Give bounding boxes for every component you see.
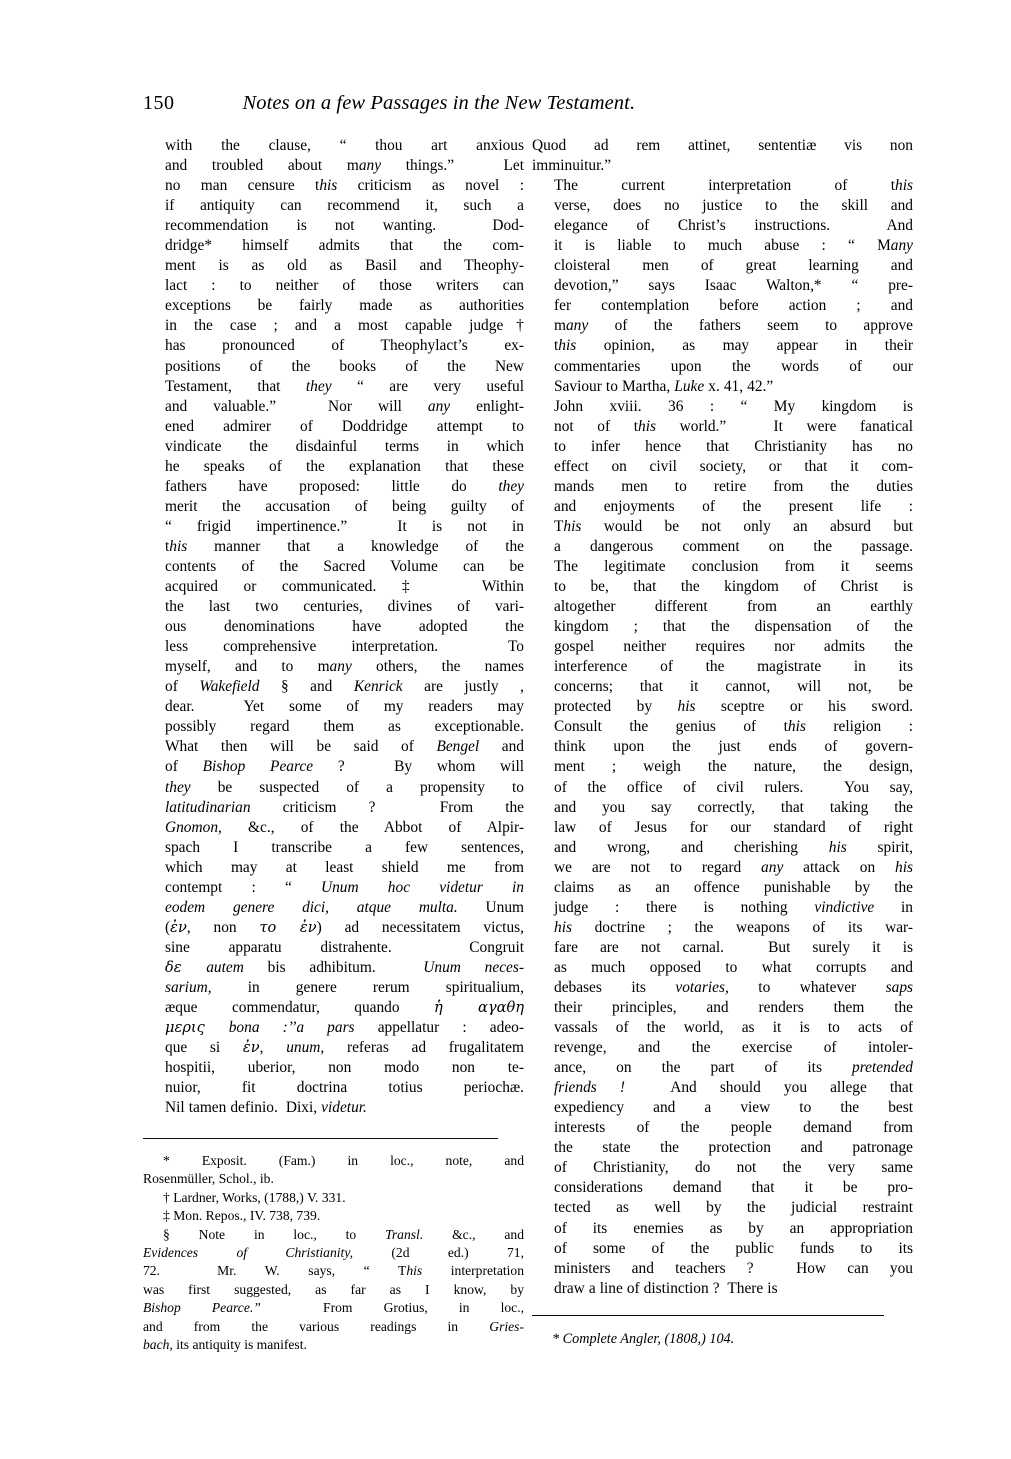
text-line: cloisteral men of great learning and — [554, 257, 913, 275]
text-line: exceptions be fairly made as authorities — [165, 297, 524, 315]
text-line: gospel neither requires nor admits the — [554, 638, 913, 656]
text-line: verse, does no justice to the skill and — [554, 197, 913, 215]
text-line: of the office of civil rulers. You say, — [554, 778, 913, 796]
text-line: revenge, and the exercise of intoler- — [554, 1039, 913, 1057]
text-line: nuior, fit doctrina totius periochæ. — [165, 1079, 524, 1097]
text-line: kingdom ; that the dispensation of the — [554, 618, 913, 636]
text-line: this opinion, as may appear in their — [554, 337, 913, 355]
text-line: The legitimate conclusion from it seems — [554, 557, 913, 575]
text-line: as much opposed to what corrupts and — [554, 958, 913, 976]
text-line: and enjoyments of the present life : — [554, 497, 913, 515]
text-line: if antiquity can recommend it, such a — [165, 197, 524, 215]
footnote-line: Evidences of Christianity, (2d ed.) 71, — [143, 1245, 524, 1261]
text-line: law of Jesus for our standard of right — [554, 818, 913, 836]
text-line: Saviour to Martha, Luke x. 41, 42.” — [554, 377, 774, 395]
text-line: of some of the public funds to its — [554, 1239, 913, 1257]
text-line: positions of the books of the New — [165, 357, 524, 375]
text-line: contents of the Sacred Volume can be — [165, 557, 524, 575]
text-line: (ἐν, non το ἐν) ad necessitatem victus, — [165, 918, 524, 936]
footnote-line: bach, its antiquity is manifest. — [143, 1337, 307, 1353]
running-title: Notes on a few Passages in the New Testament. — [242, 92, 636, 114]
text-line: many of the fathers seem to approve — [554, 317, 913, 335]
footnote-line: † Lardner, Works, (1788,) V. 331. — [163, 1189, 346, 1205]
footnote-line: * Complete Angler, (1808,) 104. — [552, 1331, 735, 1347]
text-line: Nil tamen definio. Dixi, videtur. — [165, 1099, 367, 1117]
text-line: to infer hence that Christianity has no — [554, 437, 913, 455]
text-line: of its enemies as by an appropriation — [554, 1219, 913, 1237]
text-line: draw a line of distinction ? There is — [554, 1279, 778, 1297]
text-line: que si ἐν, unum, referas ad frugalitatem — [165, 1039, 524, 1057]
text-line: he speaks of the explanation that these — [165, 457, 524, 475]
text-line: and troubled about many things.” Let — [165, 157, 524, 175]
text-line: a dangerous comment on the passage. — [554, 537, 913, 555]
text-line: fathers have proposed: little do they — [165, 477, 524, 495]
text-line: merit the accusation of being guilty of — [165, 497, 524, 515]
text-line: interference of the magistrate in its — [554, 658, 913, 676]
footnote-rule-left — [143, 1138, 498, 1139]
text-line: friends ! And should you allege that — [554, 1079, 913, 1097]
footnote — [143, 1189, 524, 1207]
text-line: ance, on the part of its pretended — [554, 1059, 913, 1077]
text-line: claims as an offence punishable by the — [554, 878, 913, 896]
text-line: tected as well by the judicial restraint — [554, 1199, 913, 1217]
footnote-line: ‡ Mon. Repos., IV. 738, 739. — [163, 1208, 321, 1224]
footnote-line: 72. Mr. W. says, “ This interpretation — [143, 1263, 525, 1279]
text-line: contempt : “ Unum hoc videtur in — [165, 878, 524, 896]
right-column-footnotes — [532, 1330, 913, 1348]
text-line: this manner that a knowledge of the — [165, 537, 524, 555]
text-line: John xviii. 36 : “ My kingdom is — [554, 397, 913, 415]
footnote-line: * Exposit. (Fam.) in loc., note, and — [163, 1153, 524, 1168]
text-line: imminuitur.” — [532, 157, 612, 175]
text-line: sine apparatu distrahente. Congruit — [165, 938, 524, 956]
text-line: of Bishop Pearce ? By whom will — [165, 758, 524, 776]
footnote — [143, 1226, 524, 1355]
text-line: protected by his sceptre or his sword. — [554, 698, 913, 716]
text-line: of Wakefield § and Kenrick are justly , — [165, 678, 524, 696]
footnote-rule-right — [532, 1315, 884, 1316]
text-line: lact : to neither of those writers can — [165, 277, 524, 295]
text-line: vassals of the world, as it is to acts of — [554, 1019, 913, 1037]
text-line: Testament, that they “ are very useful — [165, 377, 524, 395]
text-line: they be suspected of a propensity to — [165, 778, 524, 796]
text-line: recommendation is not wanting. Dod- — [165, 217, 524, 235]
text-line: The current interpretation of this — [554, 177, 913, 195]
text-line: less comprehensive interpretation. To — [165, 638, 524, 656]
footnote-line: Rosenmüller, Schol., ib. — [143, 1171, 274, 1187]
text-line: the state the protection and patronage — [554, 1139, 913, 1157]
text-line: dear. Yet some of my readers may — [165, 698, 524, 716]
text-line: and wrong, and cherishing his spirit, — [554, 838, 913, 856]
footnote-line: Bishop Pearce.” From Grotius, in loc., — [143, 1300, 524, 1316]
text-line: ened admirer of Doddridge attempt to — [165, 417, 524, 435]
text-line: the last two centuries, divines of vari- — [165, 598, 524, 616]
text-line: has pronounced of Theophylact’s ex- — [165, 337, 524, 355]
paragraph — [532, 136, 913, 176]
text-line: and you say correctly, that taking the — [554, 798, 913, 816]
text-line: acquired or communicated. ‡ Within — [165, 578, 524, 596]
text-line: judge : there is nothing vindictive in — [554, 898, 913, 916]
text-line: δε autem bis adhibitum. Unum neces- — [165, 958, 524, 976]
text-line: fare are not carnal. But surely it is — [554, 938, 913, 956]
page-number: 150 — [143, 92, 175, 114]
text-line: considerations demand that it be pro- — [554, 1179, 913, 1197]
text-line: mands men to retire from the duties — [554, 477, 913, 495]
text-line: Quod ad rem attinet, sententiæ vis non — [532, 137, 913, 154]
text-line: and valuable.” Nor will any enlight- — [165, 397, 524, 415]
footnote-line: § Note in loc., to Transl. &c., and — [163, 1226, 524, 1242]
text-line: altogether different from an earthly — [554, 598, 913, 616]
paragraph — [143, 136, 524, 1118]
text-line: What then will be said of Bengel and — [165, 738, 524, 756]
text-line: in the case ; and a most capable judge† — [165, 317, 524, 335]
text-line: fer contemplation before action ; and — [554, 297, 913, 315]
text-line: vindicate the disdainful terms in which — [165, 437, 524, 455]
text-line: ous denominations have adopted the — [165, 618, 524, 636]
running-head — [143, 92, 873, 122]
text-line: their principles, and renders them the — [554, 999, 913, 1017]
text-line: ment ; weigh the nature, the design, — [554, 758, 913, 776]
footnote — [532, 1330, 913, 1348]
text-line: with the clause, “ thou art anxious — [165, 137, 524, 154]
text-line: “ frigid impertinence.” It is not in — [165, 517, 524, 535]
text-line: it is liable to much abuse : “ Many — [554, 237, 913, 255]
text-line: think upon the just ends of govern- — [554, 738, 913, 756]
text-line: myself, and to many others, the names — [165, 658, 524, 676]
text-line: of Christianity, do not the very same — [554, 1159, 913, 1177]
text-line: no man censure this criticism as novel : — [165, 177, 524, 195]
text-line: æque commendatur, quando ἡ αγαθη — [165, 999, 524, 1017]
text-line: expediency and a view to the best — [554, 1099, 913, 1117]
left-column-footnotes — [143, 1152, 524, 1354]
text-line: Gnomon, &c., of the Abbot of Alpir- — [165, 818, 524, 836]
text-line: concerns; that it cannot, will not, be — [554, 678, 913, 696]
text-line: his doctrine ; the weapons of its war- — [554, 918, 913, 936]
footnote-line: and from the various readings in Gries- — [143, 1318, 524, 1334]
text-line: spach I transcribe a few sentences, — [165, 838, 524, 856]
text-line: dridge* himself admits that the com- — [165, 237, 524, 255]
footnote — [143, 1207, 524, 1225]
text-line: elegance of Christ’s instructions. And — [554, 217, 913, 235]
text-line: Consult the genius of this religion : — [554, 718, 913, 736]
text-line: we are not to regard any attack on his — [554, 858, 913, 876]
text-line: μερις bona :’’a pars appellatur : adeo- — [165, 1019, 524, 1037]
left-column-body — [143, 136, 524, 1118]
text-line: debases its votaries, to whatever saps — [554, 978, 914, 996]
footnote-line: was first suggested, as far as I know, by — [143, 1281, 524, 1297]
footnote — [143, 1152, 524, 1189]
text-line: eodem genere dici, atque multa. Unum — [165, 898, 524, 916]
text-line: devotion,” says Isaac Walton,* “ pre- — [554, 277, 913, 295]
text-line: interests of the people demand from — [554, 1119, 913, 1137]
text-line: ministers and teachers ? How can you — [554, 1259, 913, 1277]
text-line: sarium, in genere rerum spiritualium, — [165, 978, 524, 996]
text-line: latitudinarian criticism ? From the — [165, 798, 524, 816]
text-line: commentaries upon the words of our — [554, 357, 913, 375]
text-line: which may at least shield me from — [165, 858, 524, 876]
right-column-body — [532, 136, 913, 1299]
text-line: effect on civil society, or that it com- — [554, 457, 913, 475]
text-line: to be, that the kingdom of Christ is — [554, 578, 913, 596]
text-line: This would be not only an absurd but — [554, 517, 913, 535]
text-line: possibly regard them as exceptionable. — [165, 718, 524, 736]
text-line: not of this world.” It were fanatical — [554, 417, 914, 435]
text-line: ment is as old as Basil and Theophy- — [165, 257, 524, 275]
paragraph — [532, 176, 913, 397]
text-line: hospitii, uberior, non modo non te- — [165, 1059, 524, 1077]
paragraph — [532, 397, 913, 1299]
